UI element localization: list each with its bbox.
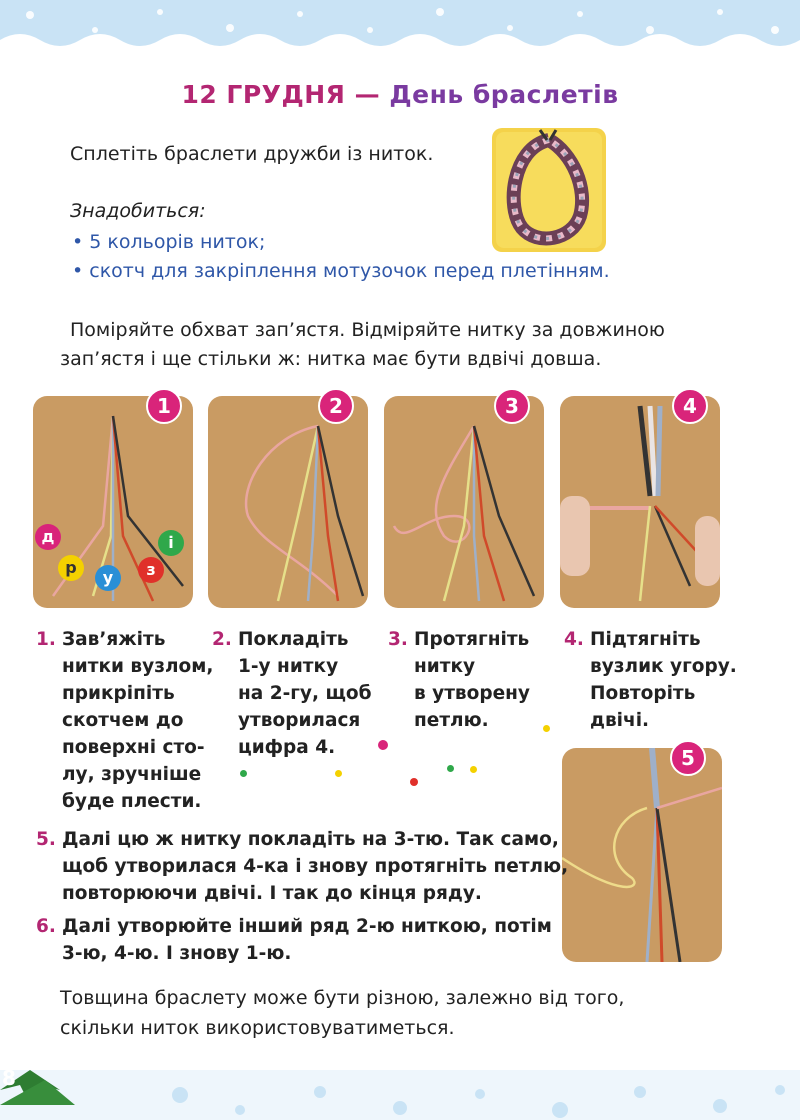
step-line: повторюючи двічі. І так до кінця ряду. <box>62 883 482 904</box>
paragraph-line: Поміряйте обхват зап’ястя. Відміряйте нитку за довжиною <box>70 319 665 341</box>
step-line: вузлик угору. <box>590 656 737 677</box>
step-line: Повторіть <box>590 683 696 704</box>
title-dash: — <box>354 80 381 109</box>
step-line: прикріпіть <box>62 683 175 704</box>
thread-letter-i: і <box>158 530 184 556</box>
title-name: День браслетів <box>389 80 619 109</box>
step-photo-3 <box>384 396 544 608</box>
step-line: Покладіть <box>238 629 349 650</box>
step-number: 4. <box>564 629 584 650</box>
page-number: 8 <box>2 1066 16 1090</box>
step-line: Зав’яжіть <box>62 629 166 650</box>
thread-letter-z: з <box>138 557 164 583</box>
step-line: петлю. <box>414 710 489 731</box>
step-line: цифра 4. <box>238 737 336 758</box>
confetti-dot <box>240 770 247 777</box>
step-badge-5: 5 <box>670 740 706 776</box>
closing-paragraph <box>60 983 720 1043</box>
step-photo-5 <box>562 748 722 962</box>
step-line: 1-у нитку <box>238 656 339 677</box>
step-line: 3-ю, 4-ю. І знову 1-ю. <box>62 943 292 964</box>
confetti-dot <box>543 725 550 732</box>
step-line: скотчем до <box>62 710 184 731</box>
step-badge-2: 2 <box>318 388 354 424</box>
confetti-dot <box>335 770 342 777</box>
step-line: в утворену <box>414 683 530 704</box>
needs-item: • скотч для закріплення мотузочок перед плетінням. <box>72 257 610 286</box>
step-badge-3: 3 <box>494 388 530 424</box>
step-line: лу, зручніше <box>62 764 202 785</box>
closing-line: Товщина браслету може бути різною, залежно від того, <box>60 987 625 1009</box>
title-date: 12 ГРУДНЯ <box>181 80 346 109</box>
step-line: двічі. <box>590 710 650 731</box>
step-number: 6. <box>36 916 56 937</box>
instruction-paragraph <box>60 316 730 374</box>
page-title <box>0 80 800 109</box>
needs-label: Знадобиться: <box>70 200 206 222</box>
bottom-snow-band <box>0 1050 800 1120</box>
step-photo-2 <box>208 396 368 608</box>
thread-letter-u: у <box>95 565 121 591</box>
step-line: Далі утворюйте інший ряд 2-ю ниткою, потім <box>62 916 552 937</box>
step-line: нитку <box>414 656 476 677</box>
step-line: Далі цю ж нитку покладіть на 3-тю. Так само, <box>62 829 559 850</box>
thread-letter-r: р <box>58 555 84 581</box>
step-number: 1. <box>36 629 56 650</box>
needs-list <box>72 228 610 286</box>
intro-text: Сплетіть браслети дружби із ниток. <box>70 143 434 165</box>
step-line: нитки вузлом, <box>62 656 214 677</box>
top-snow-band <box>0 0 800 70</box>
step-line: щоб утворилася 4-ка і знову протягніть петлю, <box>62 856 569 877</box>
confetti-dot <box>447 765 454 772</box>
step-line: Протягніть <box>414 629 530 650</box>
step-number: 2. <box>212 629 232 650</box>
confetti-dot <box>470 766 477 773</box>
step-line: Підтягніть <box>590 629 701 650</box>
step-line: на 2-гу, щоб <box>238 683 372 704</box>
paragraph-line: зап’ястя і ще стільки ж: нитка має бути вдвічі довша. <box>60 348 602 370</box>
step-badge-4: 4 <box>672 388 708 424</box>
step-line: буде плести. <box>62 791 202 812</box>
step-line: поверхні сто- <box>62 737 205 758</box>
needs-item: • 5 кольорів ниток; <box>72 228 610 257</box>
step-number: 3. <box>388 629 408 650</box>
step-badge-1: 1 <box>146 388 182 424</box>
confetti-dot <box>410 778 418 786</box>
closing-line: скільки ниток використовуватиметься. <box>60 1017 455 1039</box>
thread-letter-d: д <box>35 524 61 550</box>
confetti-dot <box>378 740 388 750</box>
step-photo-4 <box>560 396 720 608</box>
step-number: 5. <box>36 829 56 850</box>
step-line: утворилася <box>238 710 361 731</box>
